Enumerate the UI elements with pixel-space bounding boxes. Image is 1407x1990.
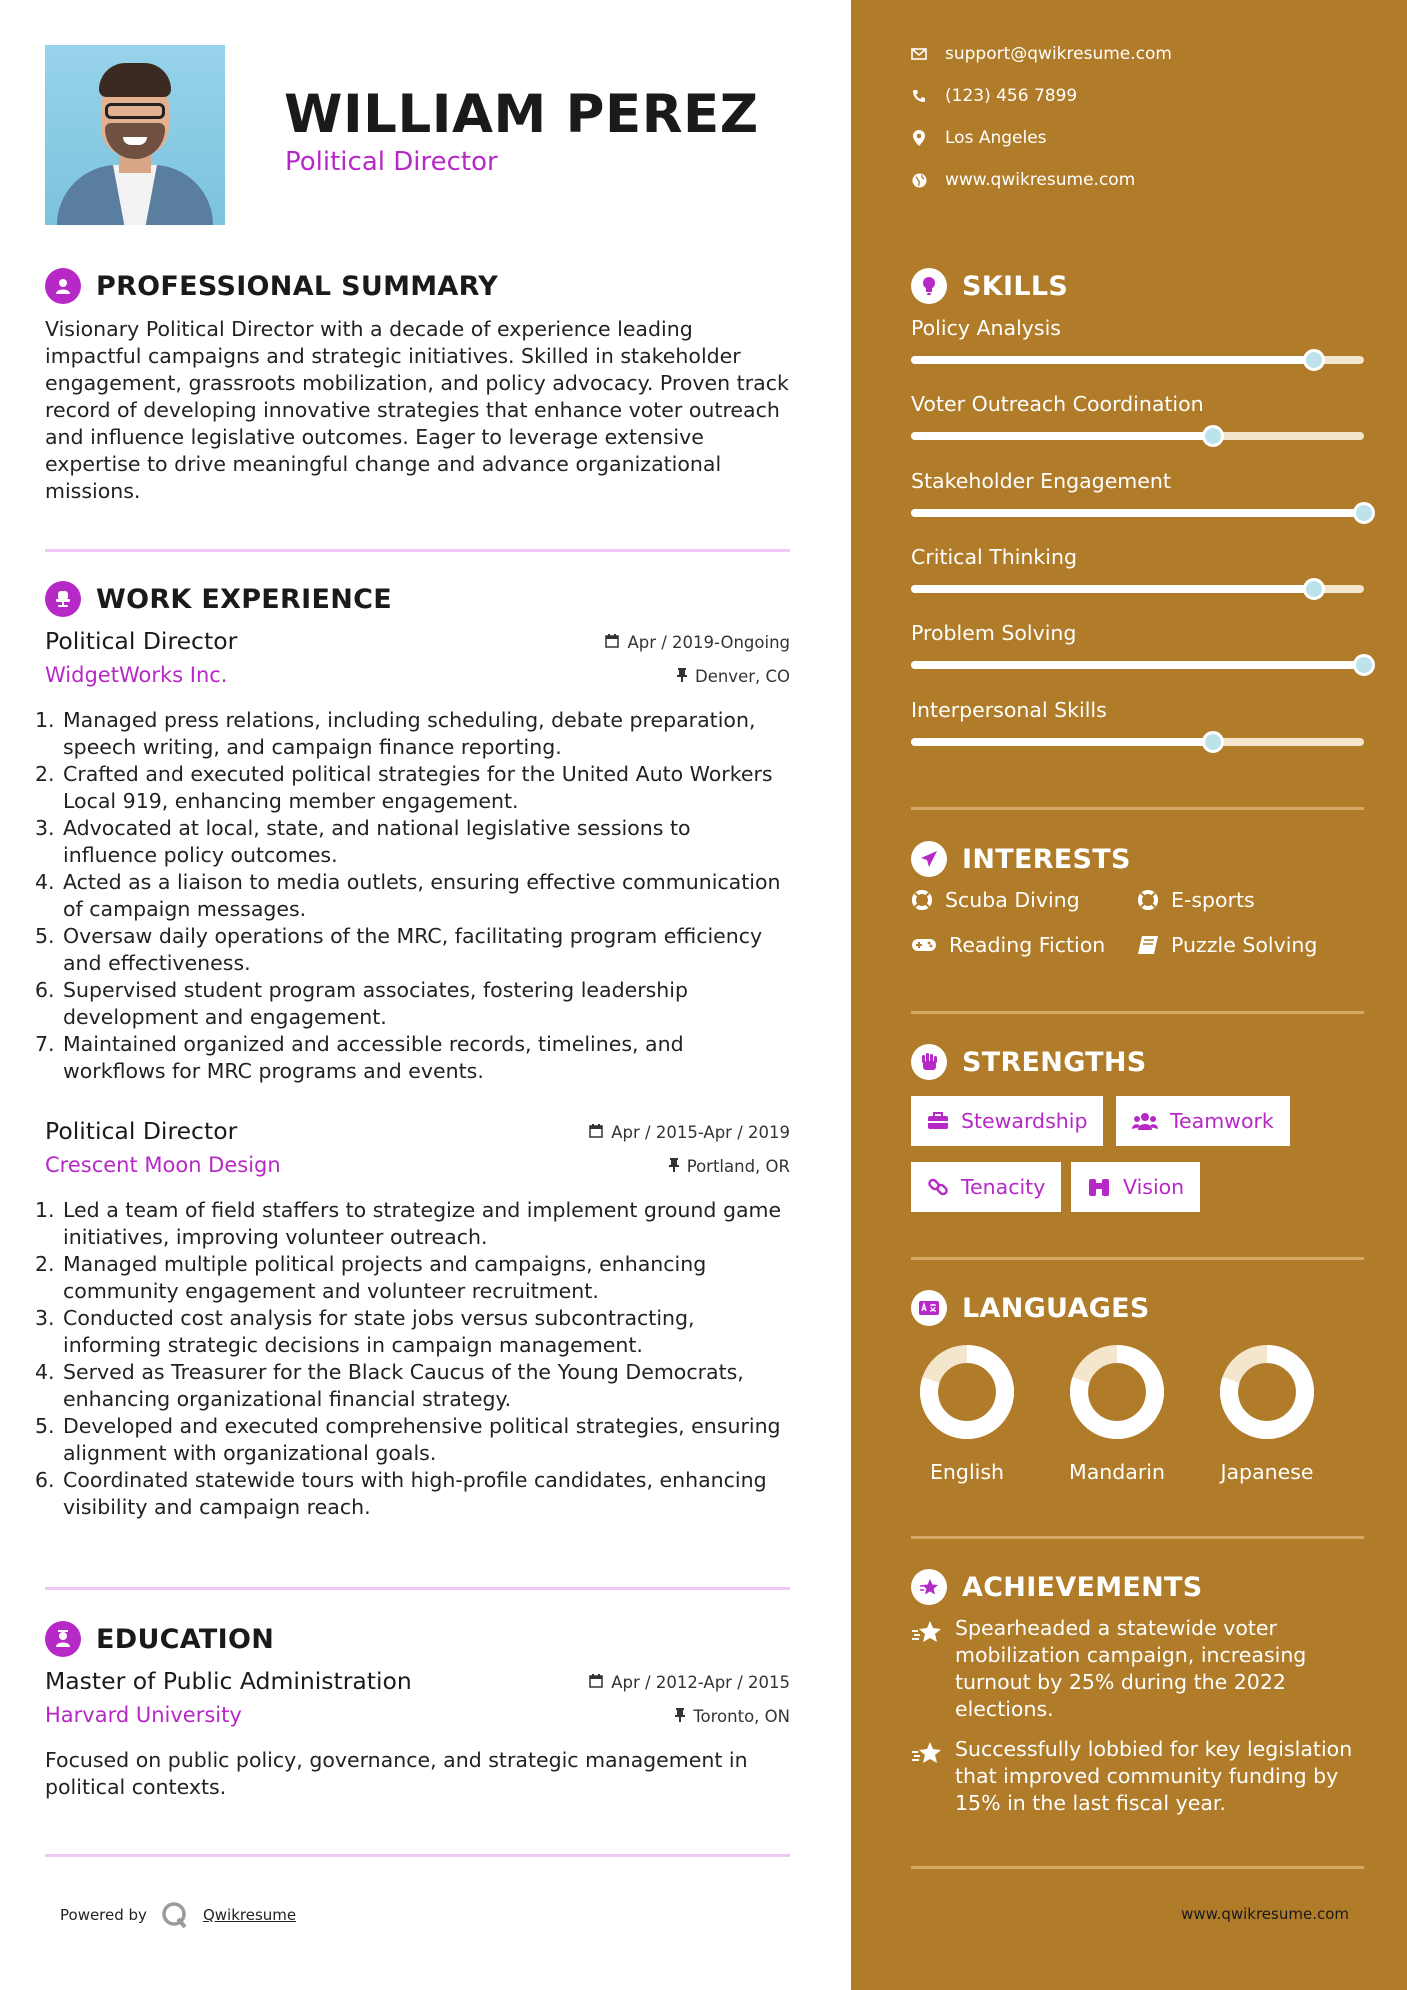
strength-badge: Teamwork [1116, 1096, 1290, 1146]
skill-name: Critical Thinking [911, 545, 1077, 569]
section-divider [911, 807, 1364, 810]
list-item: 4. Acted as a liaison to media outlets, ensuring effective communication of campaign messages. [35, 870, 781, 921]
footer-website-link[interactable]: www.qwikresume.com [1181, 1905, 1349, 1923]
skill-bar [911, 661, 1364, 669]
list-item: 7. Maintained organized and accessible records, timelines, and workflows for MRC programs and events. [35, 1032, 684, 1083]
chair-icon [45, 581, 81, 617]
language-ring [1067, 1342, 1167, 1442]
section-divider [911, 1536, 1364, 1539]
skill-level-handle [1353, 502, 1375, 524]
powered-by: Powered by Qwikresume [60, 1901, 296, 1929]
gamepad-icon [911, 937, 937, 953]
skill-name: Stakeholder Engagement [911, 469, 1171, 493]
fist-icon [911, 1044, 947, 1080]
skill-level-handle [1303, 578, 1325, 600]
link-icon [927, 1176, 949, 1198]
education-description: Focused on public policy, governance, and strategic management in political contexts. [45, 1748, 748, 1799]
paper-plane-icon [911, 841, 947, 877]
star-icon [911, 1569, 947, 1605]
book-icon [1137, 935, 1159, 955]
pin-icon [677, 667, 687, 686]
skill-name: Interpersonal Skills [911, 698, 1107, 722]
language-ring [1217, 1342, 1317, 1442]
skill-bar [911, 432, 1364, 440]
languages-heading: LANGUAGES [911, 1290, 1150, 1326]
job-date: Apr / 2019-Ongoing [605, 633, 790, 652]
candidate-title: Political Director [285, 147, 498, 177]
list-item: 5. Oversaw daily operations of the MRC, facilitating program efficiency and effectiveness. [35, 924, 763, 975]
summary-text: Visionary Political Director with a decade of experience leading impactful campaigns and strategic initiatives. Skilled in stakeholder engagement, grassroots mobilization, and policy advocacy. Proven track record of developing innovative strategies that enhance voter outreach and influence legislative outcomes. Eager to leverage extensive expertise to drive meaningful change and advance organizational missions. [45, 317, 789, 503]
language-item [912, 1342, 1022, 1484]
list-item: 4. Served as Treasurer for the Black Caucus of the Young Democrats, enhancing organizational financial strategy. [35, 1360, 744, 1411]
list-item: 5. Developed and executed comprehensive political strategies, ensuring alignment with organizational goals. [35, 1414, 781, 1465]
job-entry [35, 627, 790, 1085]
skill-bar [911, 356, 1364, 364]
company-name: WidgetWorks Inc. [45, 663, 228, 687]
skill-level-handle [1202, 731, 1224, 753]
achievement-item: Successfully lobbied for key legislation that improved community funding by 15% in the last fiscal year. [911, 1736, 1364, 1817]
skill-item [911, 316, 1364, 364]
skill-level-handle [1303, 349, 1325, 371]
skills-heading: SKILLS [911, 268, 1068, 304]
job-location: Denver, CO [677, 667, 790, 686]
education-heading: EDUCATION [45, 1621, 274, 1657]
interest-item: Scuba Diving [911, 888, 1080, 912]
calendar-icon [605, 633, 619, 652]
job-bullets [35, 707, 790, 1085]
lightbulb-icon [911, 268, 947, 304]
section-divider [45, 549, 790, 552]
contact-phone[interactable]: (123) 456 7899 [911, 86, 1077, 106]
skill-item [911, 392, 1364, 440]
pin-icon [675, 1707, 685, 1726]
job-title: Political Director [45, 1117, 238, 1145]
shooting-star-icon [911, 1615, 943, 1723]
pin-icon [669, 1157, 679, 1176]
job-entry [35, 1117, 790, 1521]
shooting-star-icon [911, 1736, 943, 1817]
calendar-icon [589, 1673, 603, 1692]
job-date: Apr / 2015-Apr / 2019 [589, 1123, 790, 1142]
section-divider [911, 1257, 1364, 1260]
section-divider [911, 1011, 1364, 1014]
contact-email[interactable]: support@qwikresume.com [911, 44, 1172, 64]
degree-title: Master of Public Administration [45, 1667, 412, 1695]
language-name: Japanese [1220, 1460, 1314, 1484]
strength-badge: Vision [1071, 1162, 1200, 1212]
section-divider [45, 1587, 790, 1590]
qwikresume-link[interactable]: Qwikresume [202, 1906, 297, 1924]
profile-photo [45, 45, 225, 225]
qwikresume-logo-icon [161, 1901, 189, 1929]
list-item: 1. Managed press relations, including scheduling, debate preparation, speech writing, and campaign finance reporting. [35, 708, 756, 759]
skill-item [911, 698, 1364, 746]
calendar-icon [589, 1123, 603, 1142]
education-location: Toronto, ON [675, 1707, 790, 1726]
skill-name: Voter Outreach Coordination [911, 392, 1204, 416]
job-title: Political Director [45, 627, 238, 655]
briefcase-icon [927, 1112, 949, 1130]
skill-bar [911, 585, 1364, 593]
job-bullets [35, 1197, 790, 1521]
achievements-heading: ACHIEVEMENTS [911, 1569, 1203, 1605]
skill-item [911, 545, 1364, 593]
language-name: English [929, 1460, 1005, 1484]
binoculars-icon [1087, 1177, 1111, 1197]
skill-name: Problem Solving [911, 621, 1077, 645]
list-item: 1. Led a team of field staffers to strategize and implement ground game initiatives, improving volunteer outreach. [35, 1198, 782, 1249]
contact-website[interactable]: www.qwikresume.com [911, 170, 1135, 190]
interest-item: E-sports [1137, 888, 1255, 912]
summary-heading: PROFESSIONAL SUMMARY [45, 268, 498, 304]
language-name: Mandarin [1069, 1460, 1165, 1484]
section-divider [911, 1866, 1364, 1869]
language-item [1062, 1342, 1172, 1484]
language-item [1212, 1342, 1322, 1484]
strength-badge: Tenacity [911, 1162, 1061, 1212]
skill-bar [911, 738, 1364, 746]
list-item: 3. Conducted cost analysis for state jobs versus subcontracting, informing strategic decisions in campaign management. [35, 1306, 695, 1357]
map-marker-icon [911, 130, 927, 146]
education-entry [45, 1667, 790, 1801]
globe-icon [911, 172, 927, 188]
skill-item [911, 621, 1364, 669]
job-location: Portland, OR [669, 1157, 790, 1176]
phone-icon [911, 88, 927, 104]
list-item: 6. Supervised student program associates, fostering leadership development and engagement. [35, 978, 689, 1029]
achievement-item: Spearheaded a statewide voter mobilization campaign, increasing turnout by 25% during the 2022 elections. [911, 1615, 1364, 1723]
strength-badge: Stewardship [911, 1096, 1103, 1146]
interest-item: Puzzle Solving [1137, 933, 1317, 957]
user-icon [45, 268, 81, 304]
education-date: Apr / 2012-Apr / 2015 [589, 1673, 790, 1692]
skill-name: Policy Analysis [911, 316, 1061, 340]
contact-location: Los Angeles [911, 128, 1047, 148]
list-item: 2. Managed multiple political projects and campaigns, enhancing community engagement and volunteer recruitment. [35, 1252, 707, 1303]
candidate-name: WILLIAM PEREZ [284, 84, 759, 145]
strengths-heading: STRENGTHS [911, 1044, 1147, 1080]
life-ring-icon [1137, 889, 1159, 911]
interest-item: Reading Fiction [911, 933, 1105, 957]
graduate-icon [45, 1621, 81, 1657]
list-item: 6. Coordinated statewide tours with high-profile candidates, enhancing visibility and campaign reach. [35, 1468, 767, 1519]
users-icon [1132, 1111, 1158, 1131]
section-divider [45, 1854, 790, 1857]
skill-item [911, 469, 1364, 517]
skill-bar [911, 509, 1364, 517]
school-name: Harvard University [45, 1703, 242, 1727]
list-item: 3. Advocated at local, state, and national legislative sessions to influence policy outcomes. [35, 816, 691, 867]
sidebar [851, 0, 1407, 1990]
language-icon [911, 1290, 947, 1326]
skill-level-handle [1202, 425, 1224, 447]
language-ring [917, 1342, 1017, 1442]
experience-heading: WORK EXPERIENCE [45, 581, 392, 617]
interests-heading: INTERESTS [911, 841, 1131, 877]
skill-level-handle [1353, 654, 1375, 676]
envelope-icon [911, 46, 927, 62]
company-name: Crescent Moon Design [45, 1153, 281, 1177]
list-item: 2. Crafted and executed political strategies for the United Auto Workers Local 919, enhancing member engagement. [35, 762, 773, 813]
life-ring-icon [911, 889, 933, 911]
